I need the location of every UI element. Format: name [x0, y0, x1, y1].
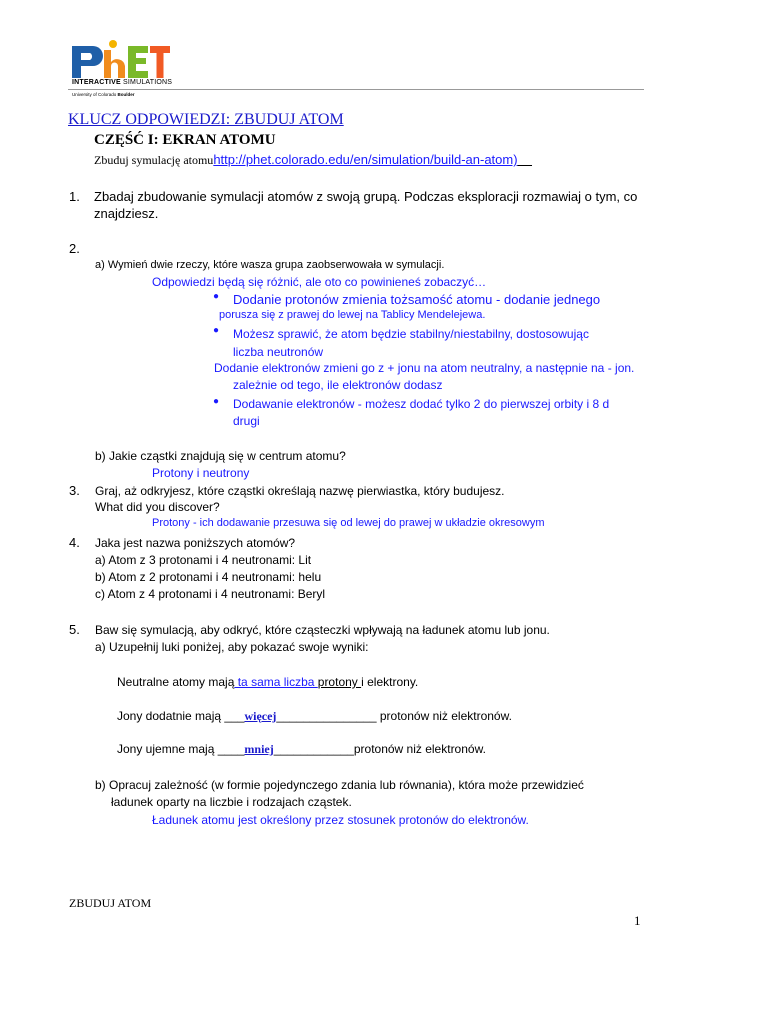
- q2-bullet1-line1: Dodanie protonów zmienia tożsamość atomu - dodanie jednego: [233, 292, 601, 307]
- q2-bullet3-line2: drugi: [233, 414, 260, 428]
- bullet-icon: ●: [213, 325, 220, 336]
- q5-number: 5.: [69, 622, 80, 637]
- q1-line1: Zbadaj zbudowanie symulacji atomów z swoją grupą. Podczas eksploracji rozmawiaj o tym, co: [94, 189, 638, 204]
- q2-bullet1-line2: porusza się z prawej do lewej na Tablicy Mendelejewa.: [219, 309, 486, 321]
- q2-bullet2-line2: liczba neutronów: [233, 345, 324, 359]
- logo-campus: Boulder: [116, 92, 135, 97]
- pos-blank1: ___: [224, 709, 245, 723]
- bullet-icon: ●: [213, 396, 220, 407]
- pos-blank2: _______________: [276, 709, 377, 723]
- q3-line1: Graj, aż odkryjesz, które cząstki określają nazwę pierwiastka, który budujesz.: [95, 484, 505, 498]
- q5-b-line1: b) Opracuj zależność (w formie pojedynczego zdania lub równania), która może przewidzieć: [95, 778, 584, 792]
- neg-pre: Jony ujemne mają: [117, 742, 218, 756]
- document-title: KLUCZ ODPOWIEDZI: ZBUDUJ ATOM: [68, 111, 344, 128]
- logo-university: University of Colorado: [72, 92, 117, 97]
- q1-number: 1.: [69, 189, 80, 204]
- q2-b-answer: Protony i neutrony: [152, 466, 250, 480]
- neg-fill: mniej: [244, 742, 274, 756]
- q1-line2: znajdziesz.: [94, 206, 159, 221]
- footer-title: ZBUDUJ ATOM: [69, 896, 152, 910]
- q5-b-answer: Ładunek atomu jest określony przez stosunek protonów do elektronów.: [152, 813, 529, 827]
- build-line: [94, 152, 532, 168]
- header-rule: [68, 89, 644, 90]
- q3-line2: What did you discover?: [95, 500, 220, 514]
- neg-post: protonów niż elektronów.: [353, 742, 486, 756]
- q4-answer-a: a) Atom z 3 protonami i 4 neutronami: Lit: [95, 553, 312, 567]
- q5-question: Baw się symulacją, aby odkryć, które cząsteczki wpływają na ładunek atomu lub jonu.: [95, 623, 550, 637]
- q4-answer-c: c) Atom z 4 protonami i 4 neutronami: Beryl: [95, 587, 326, 601]
- q4-question: Jaka jest nazwa poniższych atomów?: [95, 536, 296, 550]
- q4-number: 4.: [69, 535, 80, 550]
- bullet-icon: ●: [213, 291, 220, 302]
- part-title: CZĘŚĆ I: EKRAN ATOMU: [94, 132, 276, 148]
- neutral-mid: protony: [317, 675, 362, 689]
- q2-electrons-line1: Dodanie elektronów zmieni go z + jonu na atom neutralny, a następnie na - jon.: [214, 361, 635, 375]
- q2-a-intro: Odpowiedzi będą się różnić, ale oto co powinieneś zobaczyć…: [152, 275, 487, 289]
- pos-post: protonów niż elektronów.: [376, 709, 512, 723]
- q2-b-question: b) Jakie cząstki znajdują się w centrum atomu?: [95, 449, 346, 463]
- q2-a-question: a) Wymień dwie rzeczy, które wasza grupa zaobserwowała w symulacji.: [95, 259, 445, 271]
- neutral-post: i elektrony.: [361, 675, 419, 689]
- q5-a-question: a) Uzupełnij luki poniżej, aby pokazać swoje wyniki:: [95, 640, 369, 654]
- neutral-fill: ta sama liczba: [234, 675, 318, 689]
- neg-blank2: ____________: [273, 742, 354, 756]
- build-intro: Zbuduj symulację atomu: [94, 153, 214, 167]
- q2-bullet3-line1: Dodawanie elektronów - możesz dodać tylko 2 do pierwszej orbity i 8 d: [233, 397, 610, 411]
- neutral-pre: Neutralne atomy mają: [117, 675, 235, 689]
- page-number: 1: [634, 913, 641, 928]
- neg-blank1: ____: [217, 742, 245, 756]
- q2-electrons-line2: zależnie od tego, ile elektronów dodasz: [233, 378, 443, 392]
- pos-pre: Jony dodatnie mają: [117, 709, 225, 723]
- pos-fill: więcej: [244, 709, 277, 723]
- q2-bullet2-line1: Możesz sprawić, że atom będzie stabilny/niestabilny, dostosowując: [233, 327, 589, 341]
- logo-subtitle-rest: SIMULATIONS: [120, 79, 173, 86]
- positive-ions-line: [117, 709, 512, 724]
- neutral-atoms-line: [117, 675, 418, 689]
- negative-ions-line: [117, 742, 486, 757]
- logo-subtitle-bold: INTERACTIVE: [72, 79, 121, 86]
- q4-answer-b: b) Atom z 2 protonami i 4 neutronami: helu: [95, 570, 322, 584]
- q2-number: 2.: [69, 241, 80, 256]
- q5-b-line2: ładunek oparty na liczbie i rodzajach cząstek.: [111, 795, 352, 809]
- q3-number: 3.: [69, 483, 80, 498]
- q3-answer: Protony - ich dodawanie przesuwa się od lewej do prawej w układzie okresowym: [152, 517, 545, 529]
- build-link[interactable]: http://phet.colorado.edu/en/simulation/build-an-atom): [213, 152, 518, 167]
